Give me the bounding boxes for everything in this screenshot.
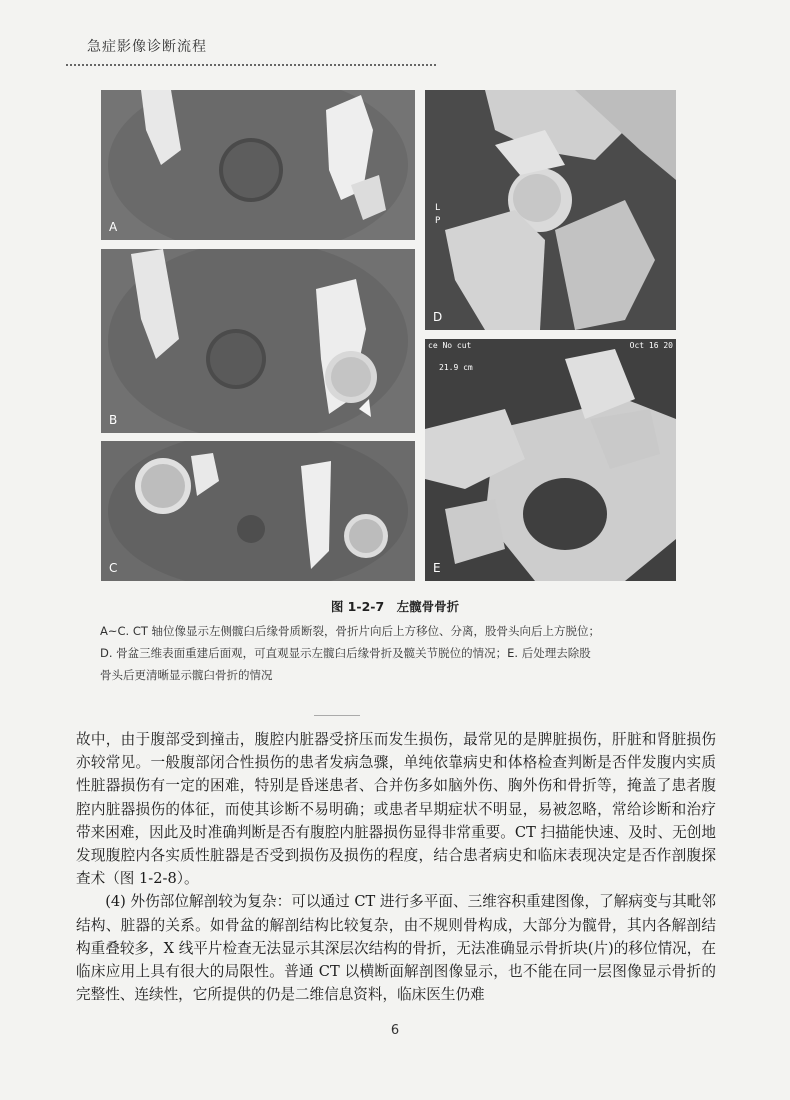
figure-title: 图 1-2-7 左髋骨骨折 bbox=[330, 599, 460, 614]
figure-panel-e bbox=[425, 339, 676, 581]
panel-label-e: E bbox=[433, 561, 441, 575]
section-divider bbox=[314, 715, 360, 716]
overlay-scale: 21.9 cm bbox=[439, 363, 473, 372]
header-dotted-rule bbox=[66, 64, 436, 66]
panel-label-a: A bbox=[109, 220, 118, 234]
caption-line: D. 骨盆三维表面重建后面观，可直观显示左髋臼后缘骨折及髋关节脱位的情况；E. 后处理去除股 bbox=[100, 646, 591, 660]
body-paragraph: 故中，由于腹部受到撞击，腹腔内脏器受挤压而发生损伤，最常见的是脾脏损伤，肝脏和肾脏损伤亦较常见。一般腹部闭合性损伤的患者发病急骤，单纯依靠病史和体格检查判断是否伴发腹内实质性脏器损伤有一定的困难，特别是昏迷患者、合并伤多如脑外伤、胸外伤和骨折等，掩盖了患者腹腔内脏器损伤的体征，而使其诊断不易明确；或患者早期症状不明显，易被忽略，常给诊断和治疗带来困难，因此及时准确判断是否有腹腔内脏器损伤显得非常重要。CT 扫描能快速、及时、无创地发现腹腔内各实质性脏器是否受到损伤及损伤的程度，结合患者病史和临床表现决定是否作剖腹探查术（图 1-2-8）。 bbox=[76, 731, 716, 888]
page-number: 6 bbox=[390, 1023, 400, 1038]
3d-reconstruction-image-d bbox=[425, 90, 676, 330]
figure-caption bbox=[100, 620, 685, 686]
panel-label-d: D bbox=[433, 310, 443, 324]
ct-axial-image-b bbox=[101, 249, 415, 433]
3d-reconstruction-image-e bbox=[425, 339, 676, 581]
figure-panel-c bbox=[101, 441, 415, 581]
caption-line: 骨头后更清晰显示髋臼骨折的情况 bbox=[100, 668, 273, 682]
figure-panel-a bbox=[101, 90, 415, 240]
overlay-date: Oct 16 20 bbox=[629, 341, 673, 350]
orientation-mark-p: P bbox=[435, 216, 441, 226]
figure-panel-d bbox=[425, 90, 676, 330]
running-header: 急症影像诊断流程 bbox=[87, 39, 207, 55]
overlay-cut-mode: ce No cut bbox=[428, 341, 472, 350]
body-paragraph: (4) 外伤部位解剖较为复杂：可以通过 CT 进行多平面、三维容积重建图像，了解病变与其毗邻结构、脏器的关系。如骨盆的解剖结构比较复杂，由不规则骨构成，大部分为髋骨，其内各解剖结构重叠较多，X 线平片检查无法显示其深层次结构的骨折，无法准确显示骨折块(片)的移位情况，在临床应用上具有很大的局限性。普通 CT 以横断面解剖图像显示，也不能在同一层图像显示骨折的完整性、连续性，它所提供的仍是二维信息资料，临床医生仍难 bbox=[76, 893, 716, 1004]
panel-label-c: C bbox=[109, 561, 118, 575]
orientation-mark-l: L bbox=[435, 203, 441, 213]
body-text bbox=[76, 728, 716, 1006]
ct-axial-image-a bbox=[101, 90, 415, 240]
caption-line: A~C. CT 轴位像显示左侧髋臼后缘骨质断裂，骨折片向后上方移位、分离，股骨头向后上方脱位； bbox=[100, 624, 601, 638]
ct-axial-image-c bbox=[101, 441, 415, 581]
panel-label-b: B bbox=[109, 413, 118, 427]
figure-panel-b bbox=[101, 249, 415, 433]
